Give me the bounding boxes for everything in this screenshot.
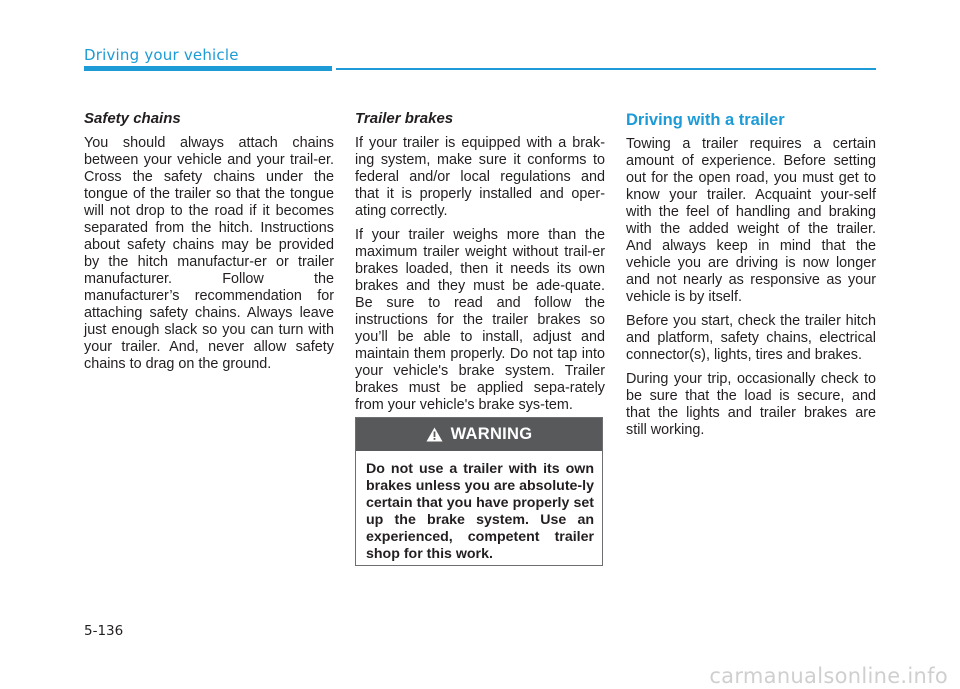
paragraph: If your trailer weighs more than the maximum trailer weight without trail-er brakes loaded, then it needs its own brakes and they must be ade-quate. Be sure to read and follow the instructions for the trailer brakes so you’ll be able to install, adjust and maintain them properly. Do not tap into your vehicle's brake system. Trailer brakes must be applied sepa-rately from your vehicle's brake sys-tem. [355, 227, 605, 413]
warning-box [355, 417, 603, 566]
paragraph: Towing a trailer requires a certain amount of experience. Before setting out for the open road, you must get to know your trailer. Acquaint your-self with the feel of handling and braking with the added weight of the trailer. And always keep in mind that the vehicle you are driving is now longer and not nearly as responsive as your vehicle is by itself. [626, 136, 876, 305]
column-safety-chains [84, 109, 334, 380]
heading-safety-chains: Safety chains [84, 110, 181, 127]
heading-trailer-brakes: Trailer brakes [355, 110, 454, 127]
heading-driving-with-trailer: Driving with a trailer [626, 111, 785, 129]
paragraph: You should always attach chains between your vehicle and your trail-er. Cross the safety chains under the tongue of the trailer so that the tongue will not drop to the road if it becomes separated from the hitch. Instructions about safety chains may be provided by the hitch manufactur-er or trailer manufacturer. Follow the manufacturer’s recommendation for attaching safety chains. Always leave just enough slack so you can turn with your trailer. And, never allow safety chains to drag on the ground. [84, 135, 334, 372]
header-rule-thin [336, 68, 876, 70]
warning-title: WARNING [450, 425, 533, 443]
paragraph: During your trip, occasionally check to be sure that the load is secure, and that the lights and trailer brakes are still working. [626, 371, 876, 438]
header-rule-thick [84, 66, 332, 71]
watermark: carmanualsonline.info [709, 664, 948, 688]
page-number: 5-136 [84, 623, 124, 639]
paragraph: If your trailer is equipped with a brak-ing system, make sure it conforms to federal and/or local regulations and that it is properly installed and oper-ating correctly. [355, 135, 605, 219]
warning-text: Do not use a trailer with its own brakes unless you are absolute-ly certain that you have properly set up the brake system. Use an experienced, competent trailer shop for this work. [366, 461, 594, 562]
warning-header [356, 418, 602, 451]
paragraph: Before you start, check the trailer hitch and platform, safety chains, electrical connector(s), lights, tires and brakes. [626, 313, 876, 363]
section-title: Driving your vehicle [84, 46, 239, 64]
warning-triangle-icon [426, 427, 443, 442]
column-driving-with-trailer [626, 109, 876, 446]
column-trailer-brakes [355, 109, 605, 421]
